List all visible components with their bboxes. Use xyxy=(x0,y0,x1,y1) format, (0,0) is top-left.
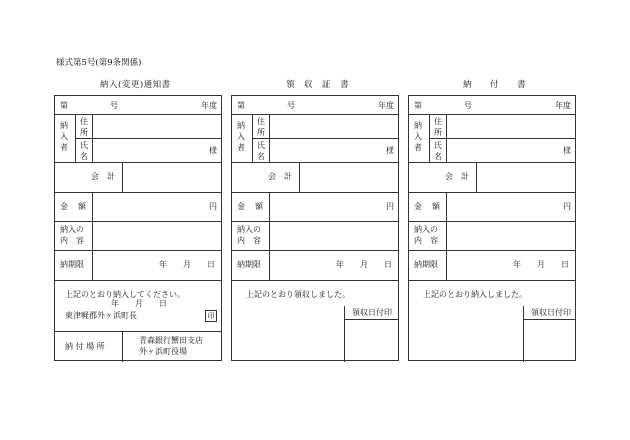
payment-stamp-label: 領収日付印 xyxy=(531,308,571,317)
amount-label: 額 xyxy=(432,202,440,211)
divider xyxy=(269,114,270,162)
divider xyxy=(523,306,524,362)
content-label: 内 容 xyxy=(414,236,438,245)
divider xyxy=(55,162,221,163)
divider xyxy=(429,114,430,162)
divider xyxy=(523,319,575,320)
divider xyxy=(429,138,575,139)
panel-receipt xyxy=(231,95,399,361)
panel-payment xyxy=(408,95,576,361)
amount-label: 額 xyxy=(78,202,86,211)
payment-message: 上記のとおり納入しました。 xyxy=(423,290,527,299)
divider xyxy=(75,114,76,162)
amount-label: 金 xyxy=(414,202,422,211)
divider xyxy=(409,162,575,163)
divider xyxy=(122,162,123,192)
payer-label: 納 入 者 xyxy=(60,121,68,152)
divider xyxy=(92,114,93,162)
divider xyxy=(55,280,221,281)
amount-label: 額 xyxy=(255,202,263,211)
divider xyxy=(269,192,270,280)
account-label: 会 計 xyxy=(445,172,469,181)
divider xyxy=(232,280,398,281)
receipt-message: 上記のとおり領収しました。 xyxy=(246,290,350,299)
payer-label: 納 入 者 xyxy=(237,121,245,152)
honorific: 様 xyxy=(209,146,217,155)
divider xyxy=(232,192,398,193)
notice-date: 年 月 日 xyxy=(111,299,167,308)
divider xyxy=(409,114,575,115)
panel-title-receipt: 領 収 証 書 xyxy=(286,80,350,90)
payment-place-label: 納 付 場 所 xyxy=(65,342,105,351)
fiscal-year-label: 年度 xyxy=(555,101,571,110)
divider xyxy=(344,319,398,320)
divider xyxy=(92,192,93,280)
number-suffix: 号 xyxy=(464,101,472,110)
divider xyxy=(446,192,447,280)
divider xyxy=(344,306,345,362)
number-label: 第 xyxy=(237,101,245,110)
address-label: 住 所 xyxy=(257,117,265,137)
name-label: 氏 名 xyxy=(257,141,265,161)
deadline-label: 納期限 xyxy=(60,260,84,269)
panel-title-payment: 納 付 書 xyxy=(463,80,527,90)
amount-unit: 円 xyxy=(386,202,394,211)
divider xyxy=(252,138,398,139)
divider xyxy=(252,114,253,162)
honorific: 様 xyxy=(563,146,571,155)
content-label: 納入の xyxy=(237,225,261,234)
divider xyxy=(232,162,398,163)
deadline-label: 納期限 xyxy=(237,260,261,269)
divider xyxy=(232,114,398,115)
divider xyxy=(409,192,575,193)
divider xyxy=(55,192,221,193)
amount-unit: 円 xyxy=(209,202,217,211)
payment-place: 外ヶ浜町役場 xyxy=(139,347,187,356)
notice-message: 上記のとおり納入してください。 xyxy=(65,290,185,299)
number-label: 第 xyxy=(60,101,68,110)
content-label: 内 容 xyxy=(60,236,84,245)
panel-notice xyxy=(54,95,222,361)
account-label: 会 計 xyxy=(91,172,115,181)
divider xyxy=(122,331,123,362)
divider xyxy=(75,138,221,139)
divider xyxy=(409,250,575,251)
divider xyxy=(55,331,221,332)
fiscal-year-label: 年度 xyxy=(201,101,217,110)
deadline-label: 納期限 xyxy=(414,260,438,269)
issuer-name: 東津軽郡外ヶ浜町長 xyxy=(65,311,137,320)
address-label: 住 所 xyxy=(80,117,88,137)
divider xyxy=(409,280,575,281)
divider xyxy=(476,162,477,192)
address-label: 住 所 xyxy=(434,117,442,137)
content-label: 内 容 xyxy=(237,236,261,245)
account-label: 会 計 xyxy=(268,172,292,181)
form-label: 様式第5号(第9条関係) xyxy=(56,58,142,68)
divider xyxy=(409,221,575,222)
divider xyxy=(232,250,398,251)
name-label: 氏 名 xyxy=(434,141,442,161)
deadline-date: 年 月 日 xyxy=(336,260,392,269)
amount-unit: 円 xyxy=(563,202,571,211)
divider xyxy=(446,114,447,162)
number-suffix: 号 xyxy=(110,101,118,110)
divider xyxy=(232,221,398,222)
amount-label: 金 xyxy=(237,202,245,211)
number-suffix: 号 xyxy=(287,101,295,110)
fiscal-year-label: 年度 xyxy=(378,101,394,110)
divider xyxy=(299,162,300,192)
name-label: 氏 名 xyxy=(80,141,88,161)
deadline-date: 年 月 日 xyxy=(159,260,215,269)
divider xyxy=(55,221,221,222)
receipt-stamp-label: 領収日付印 xyxy=(352,308,392,317)
payment-place: 青森銀行蟹田支店 xyxy=(139,336,203,345)
amount-label: 金 xyxy=(60,202,68,211)
content-label: 納入の xyxy=(414,225,438,234)
deadline-date: 年 月 日 xyxy=(513,260,569,269)
payer-label: 納 入 者 xyxy=(414,121,422,152)
panel-title-notice: 納入(変更)通知書 xyxy=(100,80,171,90)
number-label: 第 xyxy=(414,101,422,110)
honorific: 様 xyxy=(386,146,394,155)
divider xyxy=(55,114,221,115)
seal-mark: 印 xyxy=(205,310,217,322)
content-label: 納入の xyxy=(60,225,84,234)
divider xyxy=(55,250,221,251)
